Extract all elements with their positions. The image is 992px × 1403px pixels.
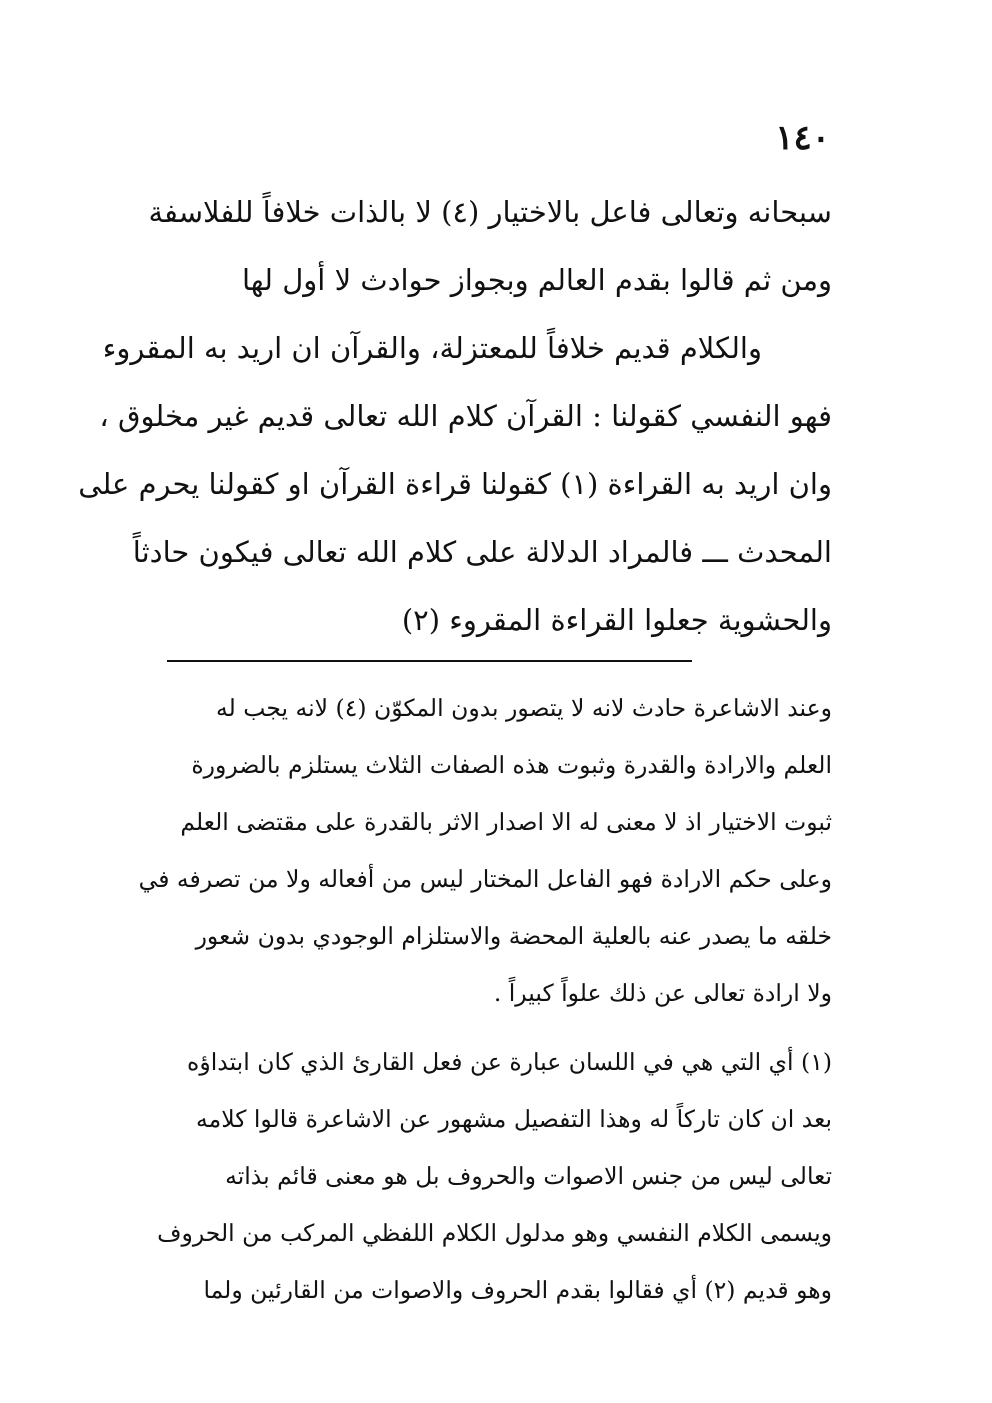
body-line: ومن ثم قالوا بقدم العالم وبجواز حوادث لا أول لها — [241, 263, 832, 297]
footnote-line: وعند الاشاعرة حادث لانه لا يتصور بدون المكوّن (٤) لانه يجب له — [216, 694, 832, 722]
footnotes-block — [138, 680, 832, 1319]
footnote-line: ولا ارادة تعالى عن ذلك علواً كبيراً . — [493, 979, 832, 1007]
footnote-spacer — [142, 1022, 832, 1034]
footnote-divider — [167, 660, 692, 662]
footnote-line: العلم والارادة والقدرة وثبوت هذه الصفات الثلاث يستلزم بالضرورة — [191, 751, 832, 779]
footnote-line: وهو قديم (٢) أي فقالوا بقدم الحروف والاصوات من القارئين ولما — [203, 1276, 832, 1304]
footnote-line: تعالى ليس من جنس الاصوات والحروف بل هو معنى قائم بذاته — [225, 1162, 832, 1190]
page-number: ١٤٠ — [775, 118, 830, 158]
body-line: وان اريد به القراءة (١) كقولنا قراءة القرآن او كقولنا يحرم على — [78, 467, 832, 501]
body-line: والحشوية جعلوا القراءة المقروء (٢) — [401, 603, 832, 637]
footnote-line: ثبوت الاختيار اذ لا معنى له الا اصدار الاثر بالقدرة على مقتضى العلم — [180, 808, 832, 836]
footnote-line: (١) أي التي هي في اللسان عبارة عن فعل القارئ الذي كان ابتداؤه — [187, 1048, 832, 1076]
body-line: سبحانه وتعالى فاعل بالاختيار (٤) لا بالذات خلافاً للفلاسفة — [148, 195, 832, 229]
footnote-line: بعد ان كان تاركاً له وهذا التفصيل مشهور عن الاشاعرة قالوا كلامه — [196, 1105, 832, 1133]
body-line: والكلام قديم خلافاً للمعتزلة، والقرآن ان اريد به المقروء — [102, 331, 762, 365]
footnote-line: وعلى حكم الارادة فهو الفاعل المختار ليس من أفعاله ولا من تصرفه في — [138, 865, 832, 893]
body-line: المحدث ـــ فالمراد الدلالة على كلام الله تعالى فيكون حادثاً — [132, 535, 832, 569]
body-line: فهو النفسي كقولنا : القرآن كلام الله تعالى قديم غير مخلوق ، — [99, 399, 832, 433]
footnote-line: خلقه ما يصدر عنه بالعلية المحضة والاستلزام الوجودي بدون شعور — [195, 922, 832, 950]
main-text-block — [78, 178, 832, 654]
footnote-line: ويسمى الكلام النفسي وهو مدلول الكلام اللفظي المركب من الحروف — [157, 1219, 832, 1247]
